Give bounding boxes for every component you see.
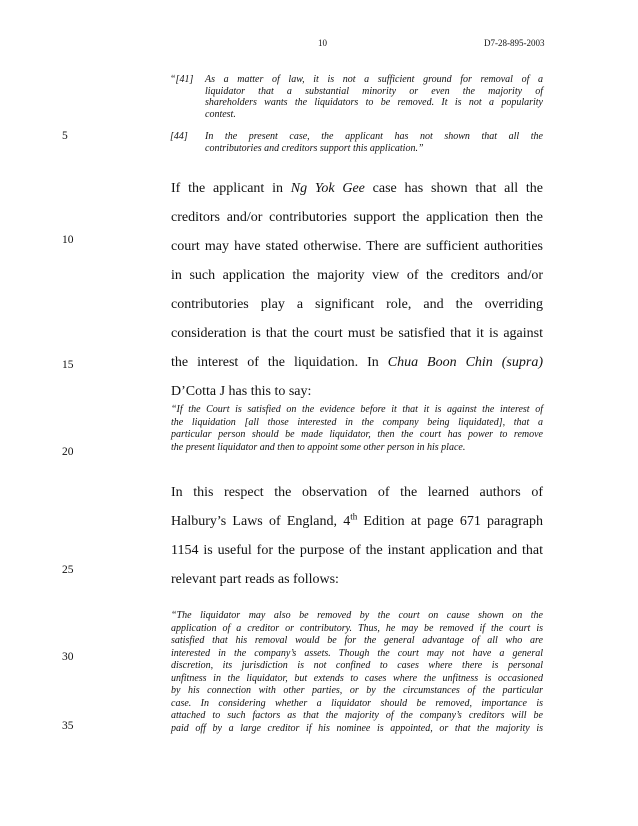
quote-line: by his connection with other parties, or by the circumstances of the particular xyxy=(171,685,543,696)
quote-line: “If the Court is satisfied on the evidence before it that it is against the interest of xyxy=(171,404,543,415)
body-line: relevant part reads as follows: xyxy=(171,572,339,587)
body-paragraph-1 xyxy=(171,174,543,406)
margin-line-number: 15 xyxy=(62,359,74,371)
quote-line: satisfied that his removal would be for the general advantage of all who are xyxy=(171,635,543,646)
body-line: in such application the majority view of the creditors and/or xyxy=(171,268,543,283)
quote-line: the liquidation [all those interested in the company being liquidated], that a xyxy=(171,416,543,428)
margin-line-number: 25 xyxy=(62,564,74,576)
quote-para-44-number: [44] xyxy=(170,131,188,142)
quote-line: case. In considering whether a liquidator should be removed, importance is xyxy=(171,697,543,709)
quote-para-41-number: “[41] xyxy=(170,74,194,85)
case-name: Chua Boon Chin (supra) xyxy=(387,355,543,370)
body-line: If the applicant in Ng Yok Gee case has shown that all the xyxy=(171,181,543,196)
body-line: the interest of the liquidation. In Chua Boon Chin (supra) xyxy=(171,355,543,370)
quote-para-44 xyxy=(205,131,543,154)
page-number: 10 xyxy=(318,38,327,48)
quote-line: particular person should be made liquidator, then the court has power to remove xyxy=(171,429,543,440)
block-quote-3 xyxy=(171,610,543,735)
body-line: court may have stated otherwise. There are sufficient authorities xyxy=(171,239,543,254)
quote-line: attached to such factors as that the majority of the company’s creditors will be xyxy=(171,710,543,721)
case-name: Ng Yok Gee xyxy=(290,181,365,196)
superscript-ordinal: th xyxy=(350,511,358,522)
quote-line: the present liquidator and then to appoint some other person in his place. xyxy=(171,441,466,453)
margin-line-number: 30 xyxy=(62,651,74,663)
body-line: Halbury’s Laws of England, 4th Edition at page 671 paragraph xyxy=(171,511,543,529)
quote-line: unfitness in the liquidator, but extends to cases where the unfitness is occasioned xyxy=(171,672,543,684)
body-line: contributories play a significant role, and the overriding xyxy=(171,297,543,312)
body-paragraph-2 xyxy=(171,478,543,594)
body-line: creditors and/or contributories support the application then the xyxy=(171,210,543,225)
quote-line: discretion, its jurisdiction is not confined to cases where there is personal xyxy=(171,660,543,671)
margin-line-number: 35 xyxy=(62,720,74,732)
margin-line-number: 5 xyxy=(62,130,68,142)
case-reference: D7-28-895-2003 xyxy=(484,38,545,48)
quote-line: “The liquidator may also be removed by the court on cause shown on the xyxy=(171,610,543,621)
quote-line: shareholders wants the liquidators to be removed. It is not a popularity xyxy=(205,97,543,108)
body-line: D’Cotta J has this to say: xyxy=(171,384,312,399)
quote-line: application of a creditor or contributory. Thus, he may be removed if the court is xyxy=(171,622,543,634)
body-line: consideration is that the court must be satisfied that it is against xyxy=(171,326,543,341)
quote-line: contest. xyxy=(205,108,236,120)
quote-line: paid off by a large creditor if his nominee is appointed, or that the majority is xyxy=(171,722,543,734)
body-line: 1154 is useful for the purpose of the instant application and that xyxy=(171,543,543,558)
margin-line-number: 10 xyxy=(62,234,74,246)
quote-line: In the present case, the applicant has not shown that all the xyxy=(205,131,543,142)
margin-line-number: 20 xyxy=(62,446,74,458)
quote-para-41 xyxy=(205,74,543,120)
quote-line: interested in the company’s assets. Though the court may not have a general xyxy=(171,647,543,659)
quote-line: As a matter of law, it is not a sufficient ground for removal of a xyxy=(205,74,543,85)
block-quote-2 xyxy=(171,404,543,454)
body-line: In this respect the observation of the learned authors of xyxy=(171,485,543,500)
quote-line: contributories and creditors support this application.” xyxy=(205,142,424,154)
quote-line: liquidator that a substantial minority or even the majority of xyxy=(205,85,543,97)
